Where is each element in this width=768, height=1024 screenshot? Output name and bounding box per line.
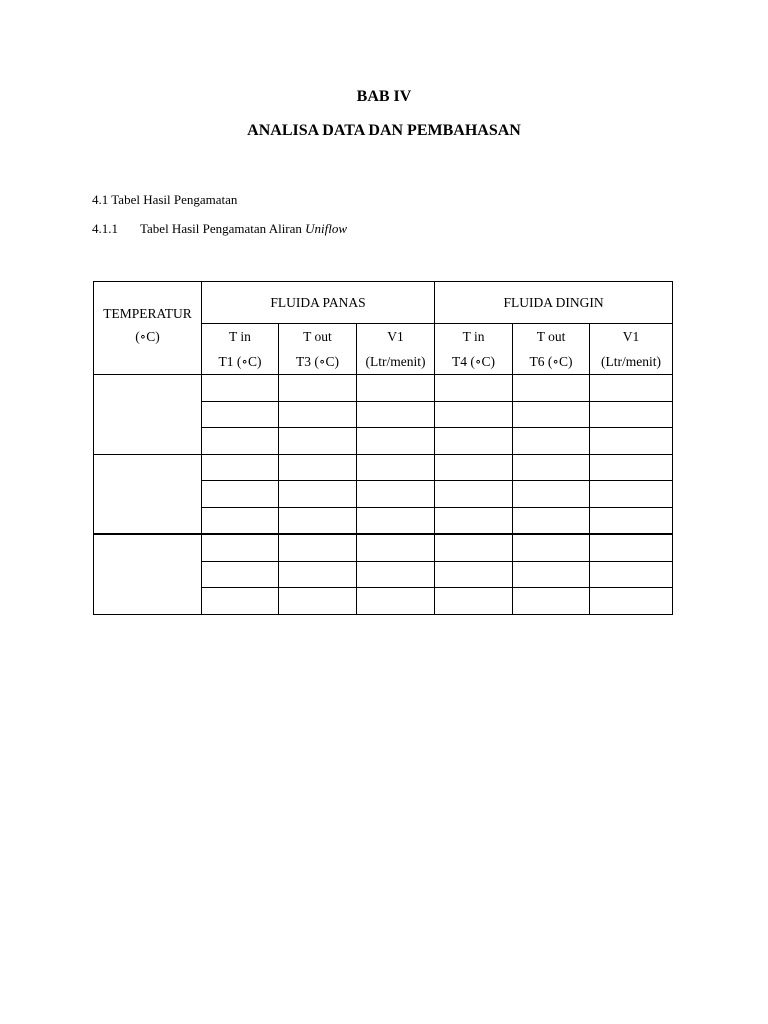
data-cell [590,454,673,481]
data-cell [357,481,435,508]
data-cell [435,375,513,402]
group-header-hot: FLUIDA PANAS [202,282,435,324]
data-cell [202,401,279,428]
data-cell [513,428,590,455]
data-cell [513,561,590,588]
unit-cold-v1: (Ltr/menit) [590,350,673,375]
section-text: Tabel Hasil Pengamatan Aliran [140,221,306,236]
temperature-unit-spacer [94,350,202,375]
data-cell [357,561,435,588]
data-cell [435,401,513,428]
unit-hot-v1: (Ltr/menit) [357,350,435,375]
unit-cold-t6: T6 (∘C) [513,350,590,375]
sub-header-hot-t-in: T in [202,324,279,351]
unit-hot-t3: T3 (∘C) [279,350,357,375]
unit-cold-t4: T4 (∘C) [435,350,513,375]
group-header-cold: FLUIDA DINGIN [435,282,673,324]
data-cell [202,534,279,561]
data-cell [513,401,590,428]
data-cell [590,428,673,455]
data-cell [435,561,513,588]
data-cell [357,534,435,561]
data-cell [590,534,673,561]
data-cell [513,481,590,508]
data-cell [357,428,435,455]
chapter-title: ANALISA DATA DAN PEMBAHASAN [247,122,521,139]
data-cell [513,588,590,615]
sub-header-cold-t-out: T out [513,324,590,351]
data-cell [435,428,513,455]
data-cell [357,507,435,534]
data-cell [435,534,513,561]
data-cell [590,561,673,588]
chapter-number: BAB IV [356,88,412,105]
data-cell [202,481,279,508]
data-cell [202,561,279,588]
header-row-groups [94,282,673,324]
sub-header-cold-t-in: T in [435,324,513,351]
data-cell [590,481,673,508]
data-cell [513,507,590,534]
data-cell [279,428,357,455]
data-cell [435,507,513,534]
data-cell [279,588,357,615]
unit-hot-t1: T1 (∘C) [202,350,279,375]
data-cell [279,507,357,534]
data-cell [590,588,673,615]
data-cell [357,588,435,615]
data-cell [357,454,435,481]
temperature-cell [94,534,202,614]
data-cell [357,375,435,402]
data-cell [202,588,279,615]
data-cell [202,454,279,481]
header-row-sub [94,324,673,351]
data-cell [435,481,513,508]
sub-header-hot-t-out: T out [279,324,357,351]
data-cell [279,561,357,588]
sub-header-cold-v1: V1 [590,324,673,351]
data-cell [435,588,513,615]
section-heading-4-1-1 [92,221,347,237]
data-cell [590,401,673,428]
sub-header-hot-v1: V1 [357,324,435,351]
table-row [94,375,673,402]
data-cell [279,401,357,428]
table-row [94,534,673,561]
section-number: 4.1.1 [92,221,118,236]
temperature-cell [94,454,202,534]
data-cell [202,375,279,402]
data-cell [513,454,590,481]
temperature-cell [94,375,202,455]
data-cell [279,534,357,561]
section-text-italic: Uniflow [305,221,348,236]
section-heading-4-1: 4.1 Tabel Hasil Pengamatan [92,192,238,207]
data-cell [279,375,357,402]
data-cell [435,454,513,481]
table-row [94,454,673,481]
data-cell [279,454,357,481]
data-cell [202,428,279,455]
observation-table [93,281,673,615]
data-cell [590,507,673,534]
temperature-header: TEMPERATUR [94,282,202,324]
data-cell [513,534,590,561]
data-cell [513,375,590,402]
data-cell [590,375,673,402]
temperature-unit: (∘C) [94,324,202,351]
data-cell [202,507,279,534]
data-cell [357,401,435,428]
data-cell [279,481,357,508]
header-row-units [94,350,673,375]
